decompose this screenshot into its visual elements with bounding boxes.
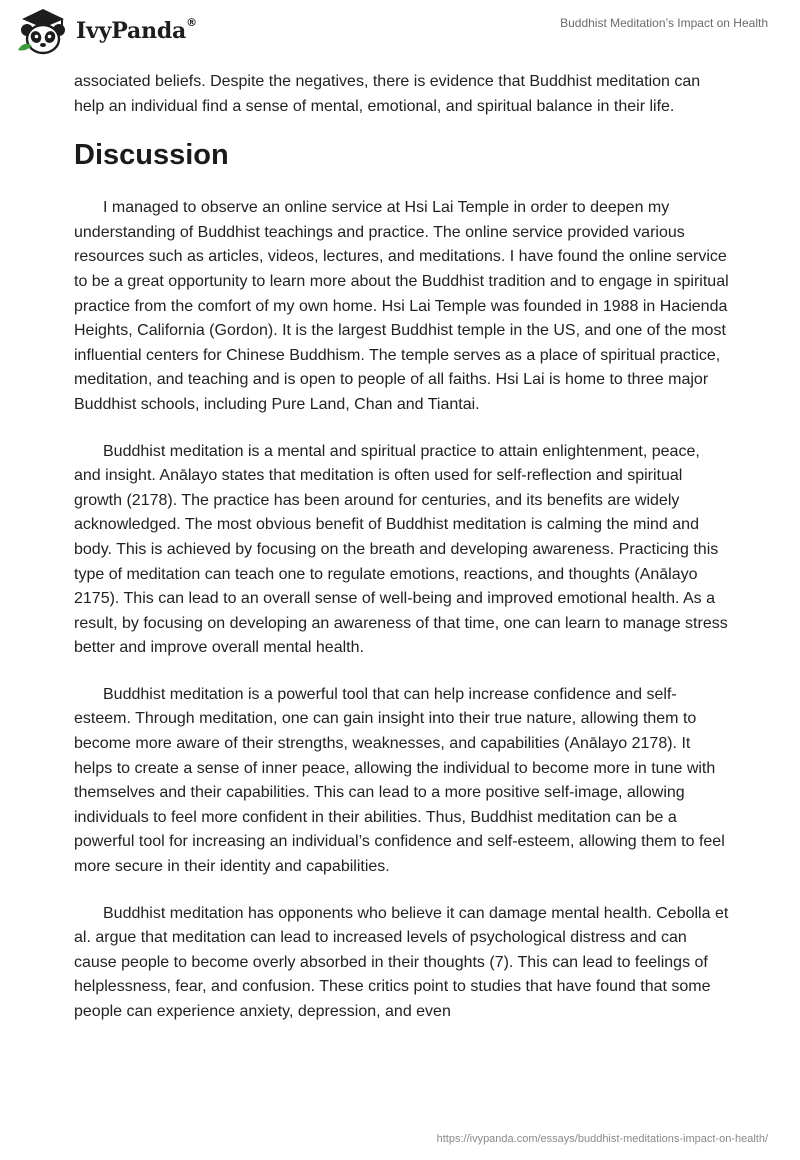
section-heading: Discussion: [74, 139, 229, 172]
intro-fragment: associated beliefs. Despite the negatives, there is evidence that Buddhist meditation can help an individual find a sense of mental, emotional, and spiritual balance in their life.: [74, 73, 701, 115]
panda-graduation-cap-icon: [16, 6, 70, 56]
brand-name: IvyPanda®: [76, 16, 197, 44]
essay-body: [74, 70, 729, 1047]
paragraph: Buddhist meditation has opponents who believe it can damage mental health. Cebolla et al. argue that meditation can lead to increased levels of psychological distress and can cause people to become overly absorbed in their thoughts (7). This can lead to feelings of helplessness, fear, and confusion. These critics point to studies that have found that some people can experience anxiety, depression, and even: [74, 904, 729, 1020]
document-title: Buddhist Meditation’s Impact on Health: [560, 16, 768, 30]
paragraph: I managed to observe an online service at Hsi Lai Temple in order to deepen my understanding of Buddhist teachings and practice. The online service provided various resources such as articles, videos, lectures, and meditations. I have found the online service to be a great opportunity to learn more about the Buddhist tradition and to engage in spiritual practice from the comfort of my own home. Hsi Lai Temple was founded in 1988 in Hacienda Heights, California (Gordon). It is the largest Buddhist temple in the US, and one of the most influential centers for Chinese Buddhism. The temple serves as a place of spiritual practice, meditation, and teaching and is open to people of all faiths. Hsi Lai is home to three major Buddhist schools, including Pure Land, Chan and Tiantai.: [74, 199, 729, 413]
page-header: [0, 0, 800, 70]
paragraph: Buddhist meditation is a powerful tool that can help increase confidence and self-esteem. Through meditation, one can gain insight into their true nature, allowing them to become more aware of their strengths, weaknesses, and capabilities (Anālayo 2178). It helps to create a sense of inner peace, allowing the individual to become more in tune with themselves and their capabilities. This can lead to a more positive self-image, allowing individuals to feel more confident in their abilities. Thus, Buddhist meditation can be a powerful tool for increasing an individual’s confidence and self-esteem, allowing them to feel more secure in their identity and capabilities.: [74, 685, 725, 876]
paragraph: Buddhist meditation is a mental and spiritual practice to attain enlightenment, peace, and insight. Anālayo states that meditation is often used for self-reflection and spiritual growth (2178). The practice has been around for centuries, and its benefits are widely acknowledged. The most obvious benefit of Buddhist meditation is calming the mind and body. This is achieved by focusing on the breath and developing awareness. Practicing this type of meditation can teach one to regulate emotions, reactions, and thoughts (Anālayo 2175). This can lead to an overall sense of well-being and improved emotional health. As a result, by focusing on developing an awareness of that time, one can learn to manage stress better and improve overall mental health.: [74, 442, 728, 657]
ivypanda-logo[interactable]: [16, 6, 197, 56]
footer-url[interactable]: https://ivypanda.com/essays/buddhist-meditations-impact-on-health/: [436, 1133, 768, 1145]
